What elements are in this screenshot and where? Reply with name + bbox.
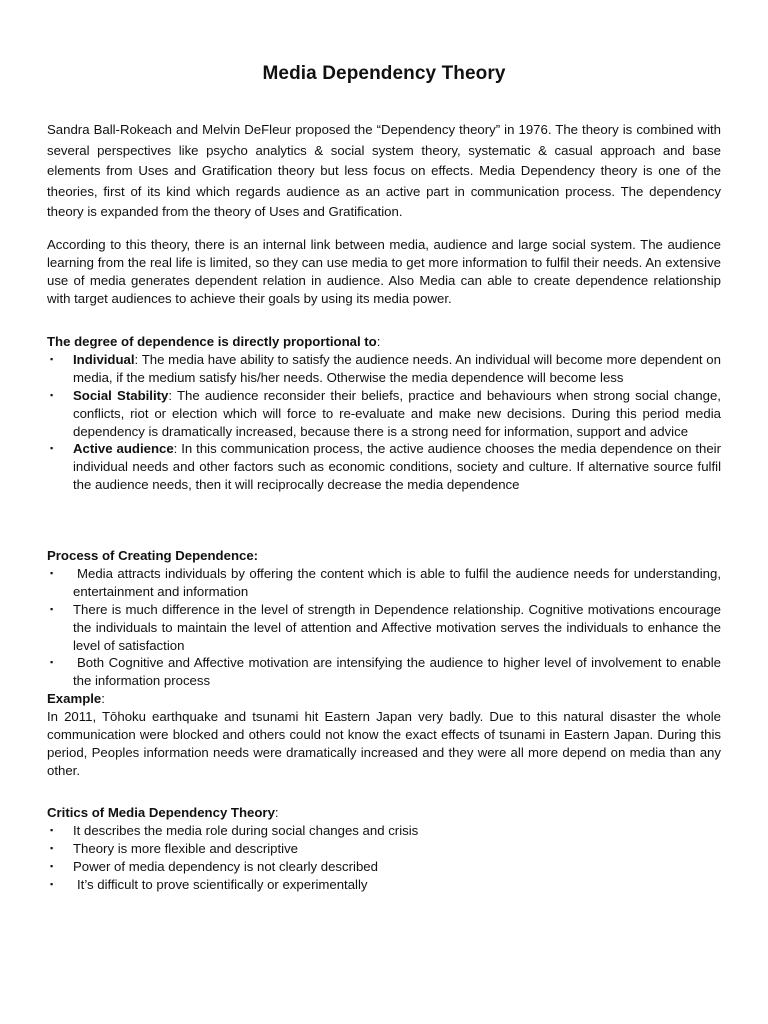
list-item: ▪ Power of media dependency is not clearly described (50, 858, 378, 874)
critics-section (47, 804, 721, 894)
critics-heading: Critics of Media Dependency Theory: (47, 805, 279, 820)
list-item: ▪ Theory is more flexible and descriptive (50, 840, 299, 856)
bullet-icon: ▪ (50, 353, 54, 364)
list-item: ▪ It describes the media role during social changes and crisis (50, 822, 419, 838)
bullet-icon: ▪ (50, 567, 54, 578)
process-list (47, 565, 721, 690)
list-item: ▪ Media attracts individuals by offering the content which is able to fulfil the audience needs for understanding, entertainment and information (50, 565, 721, 599)
list-item: ▪ Social Stability: The audience reconsider their beliefs, practice and behaviours when strong social change, conflicts, riot or election which will force to re-evaluate and make new decisions. During this period media dependency is dramatically increased, because there is a strong need for information, support and advice (50, 387, 721, 439)
process-heading: Process of Creating Dependence: (47, 548, 259, 563)
degree-section (47, 333, 721, 494)
page-title: Media Dependency Theory (262, 63, 506, 84)
example-heading: Example: (47, 691, 105, 707)
intro-paragraph-2: According to this theory, there is an internal link between media, audience and large social system. The audience learning from the real life is limited, so they can use media to get more information to fulfil their needs. An extensive use of media generates dependent relation in audience. Also Media can able to create dependence relationship with target audiences to achieve their goals by using its media power. (47, 237, 721, 306)
bullet-icon: ▪ (50, 842, 54, 853)
bullet-icon: ▪ (50, 603, 54, 614)
bullet-icon: ▪ (50, 824, 54, 835)
list-item: ▪ Both Cognitive and Affective motivation are intensifying the audience to higher level of involvement to enable the information process (50, 655, 721, 689)
process-section (47, 547, 721, 780)
degree-heading: The degree of dependence is directly proportional to: (47, 334, 381, 349)
intro-paragraph-1: Sandra Ball-Rokeach and Melvin DeFleur proposed the “Dependency theory” in 1976. The theory is combined with several perspectives like psycho analytics & social system theory, systematic & casual approach and base elements from Uses and Gratification theory but less focus on effects. Media Dependency theory is one of the theories, first of its kind which regards audience as an active part in communication process. The dependency theory is expanded from the theory of Uses and Gratification. (47, 122, 721, 220)
bullet-icon: ▪ (50, 443, 54, 454)
list-item: ▪ It’s difficult to prove scientifically or experimentally (50, 876, 368, 892)
list-item: ▪ There is much difference in the level of strength in Dependence relationship. Cognitive motivations encourage the individuals to maintain the level of attention and Affective motivation serves the individuals to enhance the level of satisfaction (50, 601, 721, 653)
bullet-icon: ▪ (50, 878, 54, 889)
degree-list (47, 351, 721, 494)
list-item: ▪ Individual: The media have ability to satisfy the audience needs. An individual will become more dependent on media, if the medium satisfy his/her needs. Otherwise the media dependence will become less (50, 351, 721, 385)
critics-list (47, 822, 721, 894)
bullet-icon: ▪ (50, 657, 54, 668)
list-item: ▪ Active audience: In this communication process, the active audience chooses the media dependence on their individual needs and other factors such as economic conditions, society and culture. If alternative source fulfil the audience needs, then it will reciprocally decrease the media dependence (50, 441, 721, 493)
bullet-icon: ▪ (50, 860, 54, 871)
bullet-icon: ▪ (50, 389, 54, 400)
example-paragraph: In 2011, Tōhoku earthquake and tsunami hit Eastern Japan very badly. Due to this natural disaster the whole communication were blocked and others could not know the exact effects of tsunami in Eastern Japan. During this period, Peoples information needs were dramatically increased and they were all more depend on media than any other. (47, 709, 721, 778)
